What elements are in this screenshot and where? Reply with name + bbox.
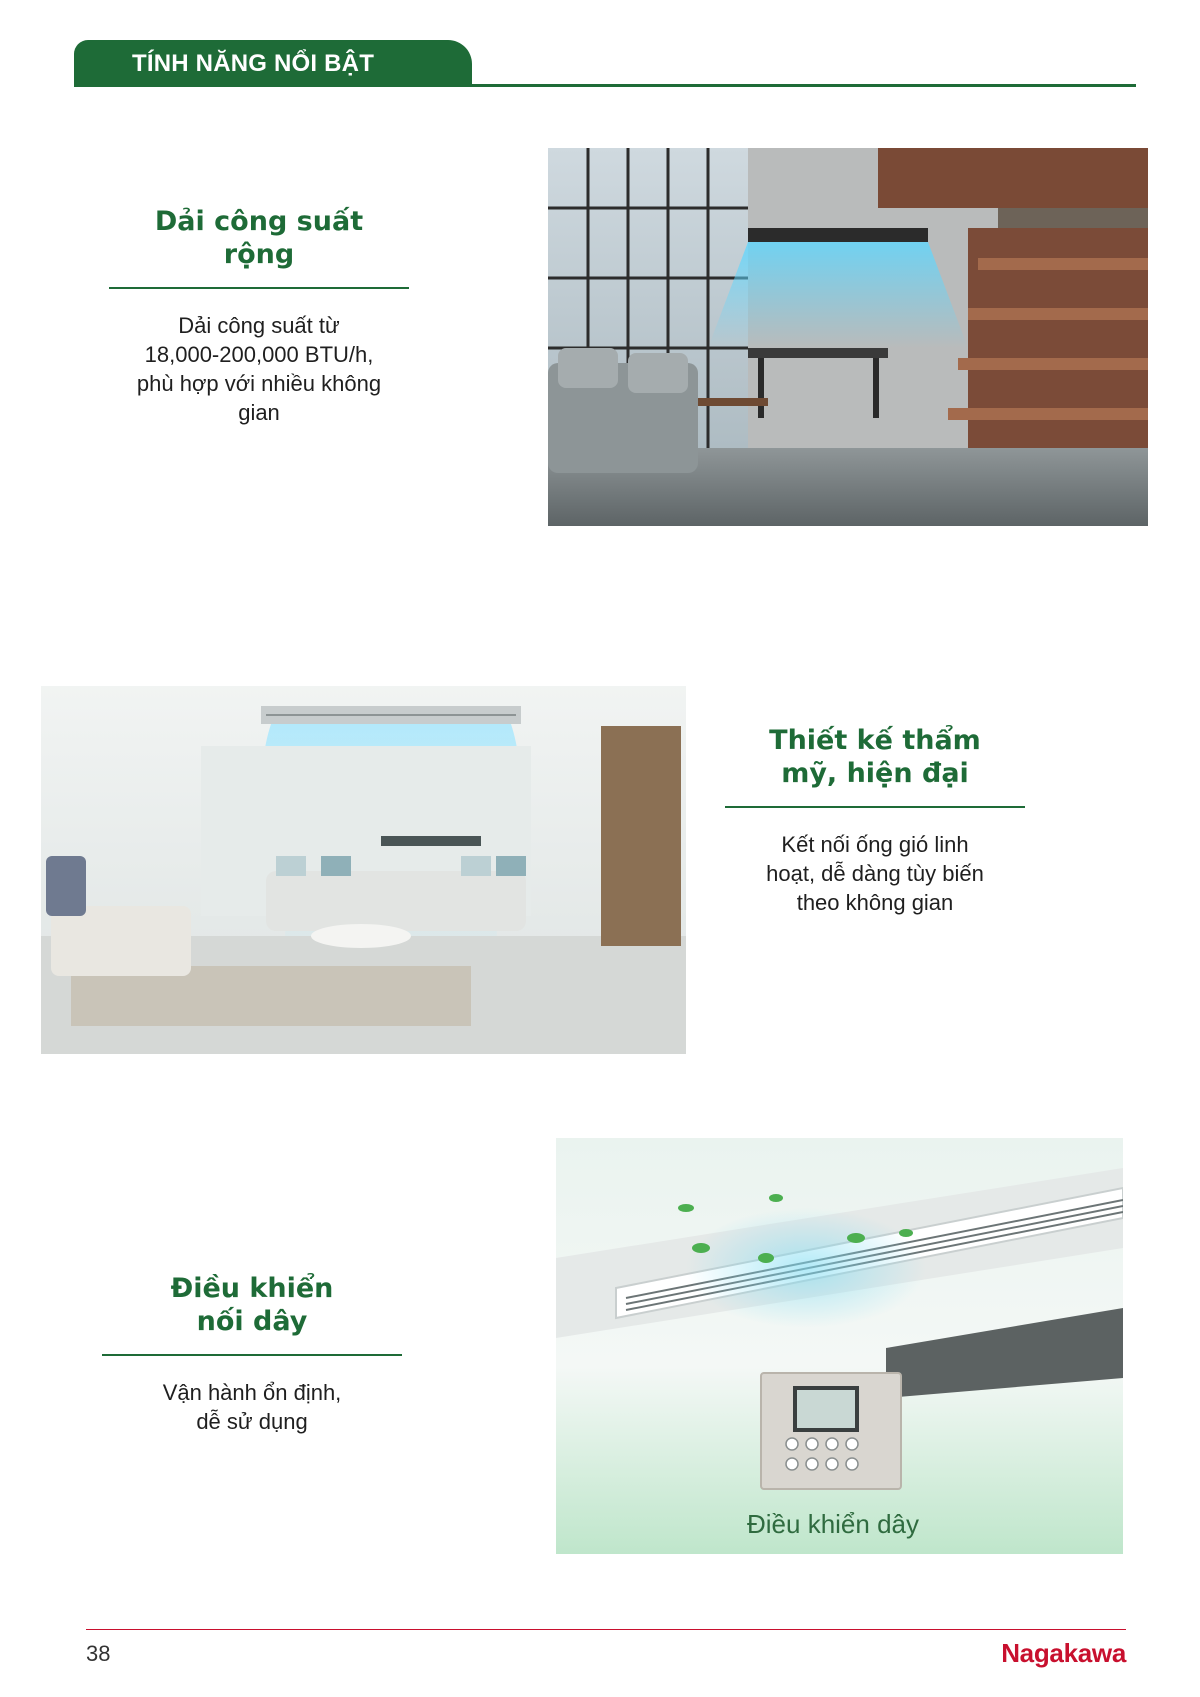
feature-title: Dải công suất rộng	[154, 206, 364, 270]
wired-controller-image	[556, 1138, 1123, 1554]
feature-description: Vận hành ổn định, dễ sử dụng	[162, 1380, 342, 1434]
footer-rule	[86, 1629, 1126, 1630]
brand-logo: Nagakawa	[1001, 1638, 1126, 1668]
feature-divider	[102, 1354, 402, 1356]
section-title: TÍNH NĂNG NỔI BẬT	[132, 50, 375, 77]
feature-description: Kết nối ống gió linh hoạt, dễ dàng tùy biến theo không gian	[766, 832, 984, 915]
feature-description: Dải công suất từ 18,000-200,000 BTU/h, phù hợp với nhiều không gian	[136, 313, 382, 425]
feature-title: Thiết kế thẩm mỹ, hiện đại	[769, 725, 981, 789]
feature-title: Điều khiển nối dây	[170, 1273, 334, 1337]
feature-controller	[102, 1272, 402, 1436]
feature-divider	[725, 806, 1025, 808]
feature-design	[722, 724, 1028, 917]
feature-capacity	[104, 205, 414, 427]
feature-divider	[109, 287, 409, 289]
page-number: 38	[86, 1641, 111, 1666]
header-rule	[74, 84, 1136, 87]
loft-interior-image	[548, 148, 1148, 526]
living-room-image	[41, 636, 686, 1054]
controller-caption: Điều khiển dây	[747, 1509, 919, 1539]
